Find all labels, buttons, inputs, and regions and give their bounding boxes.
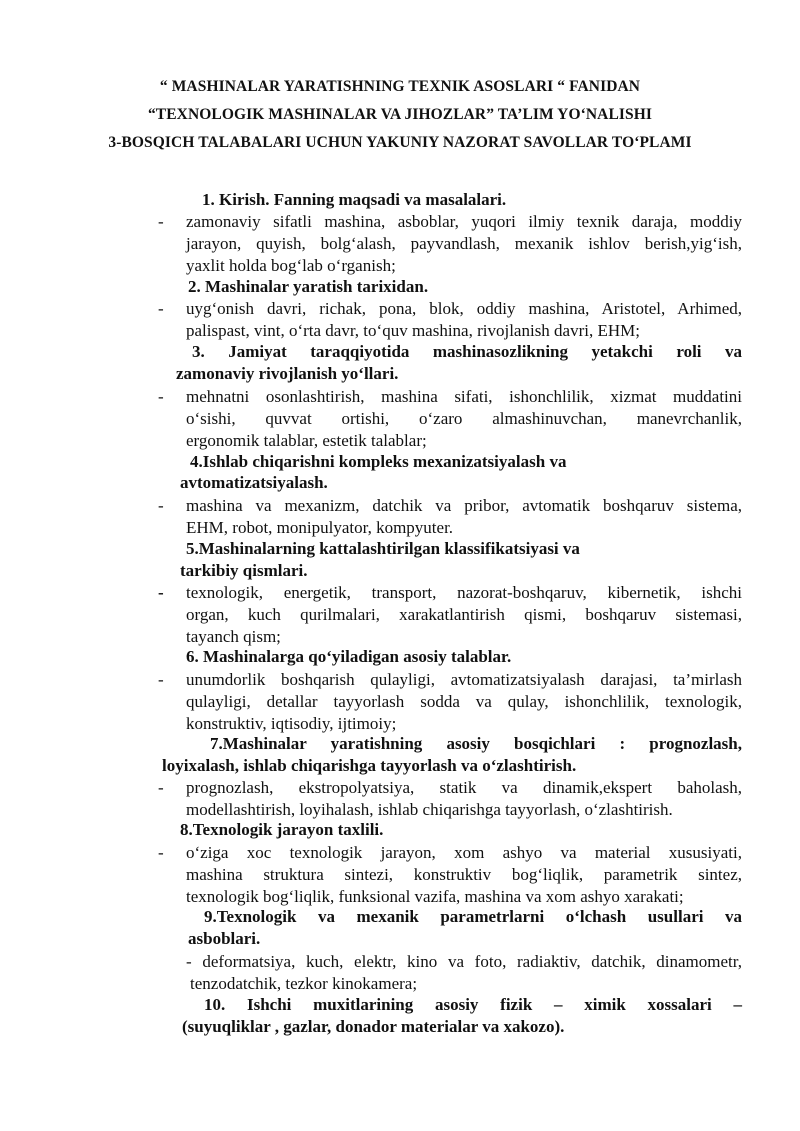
section-3-body xyxy=(186,386,742,452)
section-9-title-line-1: 9.Texnologik va mexanik parametrlarni o‘lchash usullari va xyxy=(204,907,742,926)
section-5-title-line-2: tarkibiy qismlari. xyxy=(180,561,308,580)
body-line: - deformatsiya, kuch, elektr, kino va foto, radiaktiv, datchik, dinamometr, xyxy=(186,952,742,971)
body-line: o‘ziga xoc texnologik jarayon, xom ashyo va material xususiyati, xyxy=(186,843,742,862)
body-line: tenzodatchik, tezkor kinokamera; xyxy=(190,974,418,993)
section-10-title-line-1: 10. Ishchi muxitlarining asosiy fizik – ximik xossalari – xyxy=(204,995,742,1014)
section-5-body xyxy=(186,582,742,648)
section-9-body xyxy=(186,951,742,995)
section-3-title-line-2: zamonaviy rivojlanish yo‘llari. xyxy=(176,364,399,383)
section-9-title-line-2: asboblari. xyxy=(188,929,261,948)
section-4-title-line-1: 4.Ishlab chiqarishni kompleks mexanizatsiyalash va xyxy=(190,452,567,471)
body-line: palispast, vint, o‘rta davr, to‘quv mashina, rivojlanish davri, EHM; xyxy=(186,321,640,340)
section-6-body xyxy=(186,669,742,735)
body-line: tayanch qism; xyxy=(186,627,281,646)
body-line: organ, kuch qurilmalari, xarakatlantirish qismi, boshqaruv sistemasi, xyxy=(186,605,742,624)
body-line: modellashtirish, loyihalash, ishlab chiqarishga tayyorlash, o‘zlashtirish. xyxy=(186,800,673,819)
body-line: zamonaviy sifatli mashina, asboblar, yuqori ilmiy texnik daraja, moddiy xyxy=(186,212,742,231)
header-line-3: 3-BOSQICH TALABALARI UCHUN YAKUNIY NAZORAT SAVOLLAR TO‘PLAMI xyxy=(108,134,692,151)
section-7-body xyxy=(186,777,742,821)
body-line: qulayligi, detallar tayyorlash sodda va qulay, ishonchlilik, texnologik, xyxy=(186,692,742,711)
bullet-dash: - xyxy=(158,583,164,602)
bullet-dash: - xyxy=(158,212,164,231)
section-3-title-line-1: 3. Jamiyat taraqqiyotida mashinasozlikning yetakchi roli va xyxy=(192,342,742,361)
bullet-dash: - xyxy=(158,778,164,797)
bullet-dash: - xyxy=(158,843,164,862)
body-line: jarayon, quyish, bolg‘alash, payvandlash, mexanik ishlov berish,yig‘ish, xyxy=(186,234,742,253)
section-2-title: 2. Mashinalar yaratish tarixidan. xyxy=(188,277,429,296)
bullet-dash: - xyxy=(158,299,164,318)
body-line: o‘sishi, quvvat ortishi, o‘zaro almashinuvchan, manevrchanlik, xyxy=(186,409,742,428)
section-8-body xyxy=(186,842,742,908)
bullet-dash: - xyxy=(158,496,164,515)
body-line: texnologik, energetik, transport, nazorat-boshqaruv, kibernetik, ishchi xyxy=(186,583,742,602)
section-10-title-line-2: (suyuqliklar , gazlar, donador materialar va xakozo). xyxy=(182,1017,565,1036)
body-line: EHM, robot, monipulyator, kompyuter. xyxy=(186,518,454,537)
section-4-body xyxy=(186,495,742,539)
body-line: mashina va mexanizm, datchik va pribor, avtomatik boshqaruv sistema, xyxy=(186,496,742,515)
header-line-2: “TEXNOLOGIK MASHINALAR VA JIHOZLAR” TA’LIM YO‘NALISHI xyxy=(147,106,653,123)
body-line: uyg‘onish davri, richak, pona, blok, oddiy mashina, Aristotel, Arhimed, xyxy=(186,299,742,318)
bullet-dash: - xyxy=(158,670,164,689)
body-line: texnologik bog‘liqlik, funksional vazifa, mashina va xom ashyo xarakati; xyxy=(186,887,684,906)
body-line: unumdorlik boshqarish qulayligi, avtomatizatsiyalash darajasi, ta’mirlash xyxy=(186,670,742,689)
body-line: mashina struktura sintezi, konstruktiv bog‘liqlik, parametrik sintez, xyxy=(186,865,742,884)
body-line: ergonomik talablar, estetik talablar; xyxy=(186,431,427,450)
bullet-dash: - xyxy=(158,387,164,406)
body-line: prognozlash, ekstropolyatsiya, statik va dinamik,ekspert baholash, xyxy=(186,778,742,797)
section-1-title: 1. Kirish. Fanning maqsadi va masalalari. xyxy=(202,190,507,209)
section-6-title: 6. Mashinalarga qo‘yiladigan asosiy talablar. xyxy=(186,647,512,666)
section-8-title: 8.Texnologik jarayon taxlili. xyxy=(180,820,384,839)
section-2-body xyxy=(186,298,742,342)
body-line: mehnatni osonlashtirish, mashina sifati, ishonchlilik, xizmat muddatini xyxy=(186,387,742,406)
section-1-body xyxy=(186,211,742,277)
section-7-title-line-2: loyixalash, ishlab chiqarishga tayyorlash va o‘zlashtirish. xyxy=(162,756,577,775)
body-line: konstruktiv, iqtisodiy, ijtimoiy; xyxy=(186,714,397,733)
section-7-title-line-1: 7.Mashinalar yaratishning asosiy bosqichlari : prognozlash, xyxy=(210,734,742,753)
section-4-title-line-2: avtomatizatsiyalash. xyxy=(180,473,328,492)
body-line: yaxlit holda bog‘lab o‘rganish; xyxy=(186,256,396,275)
header-line-1: “ MASHINALAR YARATISHNING TEXNIK ASOSLARI “ FANIDAN xyxy=(159,78,641,95)
section-5-title-line-1: 5.Mashinalarning kattalashtirilgan klassifikatsiyasi va xyxy=(186,539,580,558)
